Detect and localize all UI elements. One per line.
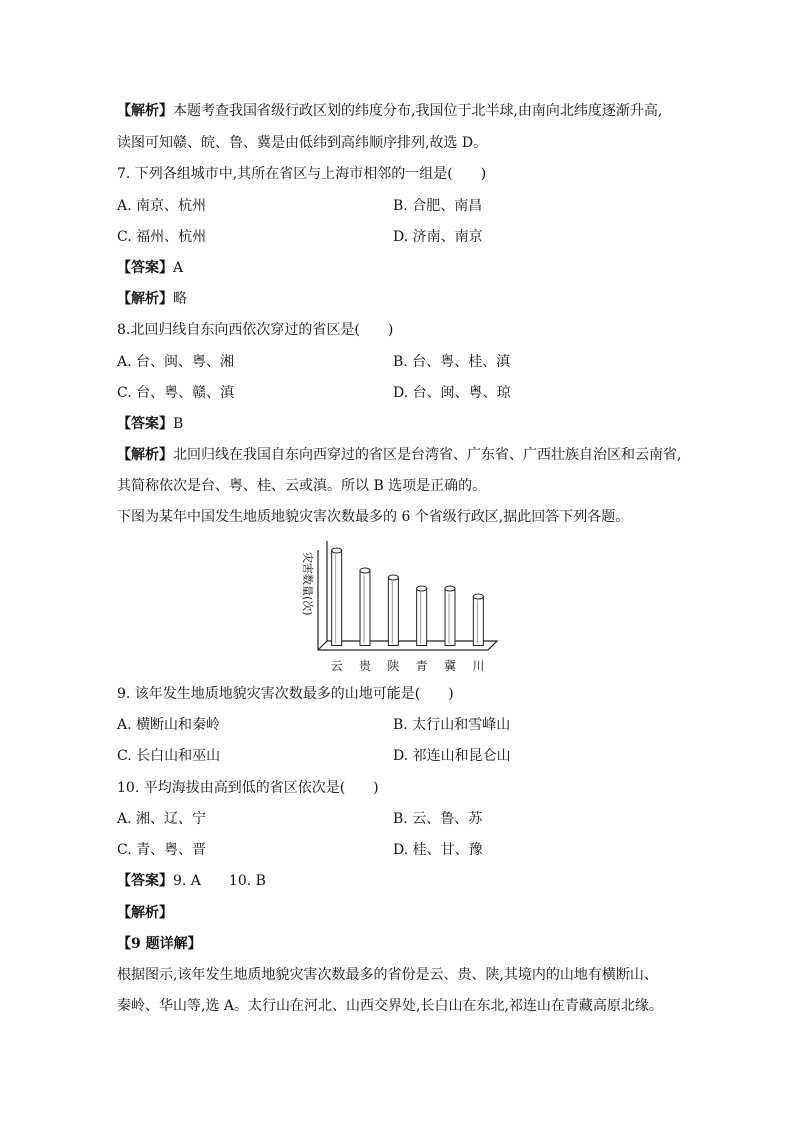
x-tick-label: 贵 (358, 659, 372, 673)
q8-analysis-line1 (117, 445, 681, 465)
question-8: 8.北回归线自东向西依次穿过的省区是( ) (117, 322, 394, 338)
question-10: 10. 平均海拔由高到低的省区依次是( ) (117, 780, 379, 796)
q8-analysis-line2: 其简称依次是台、粤、桂、云或滇。所以 B 选项是正确的。 (117, 478, 487, 494)
bar-top-5 (473, 594, 483, 599)
q7-option-b: B. 合肥、南昌 (393, 198, 483, 214)
axis-corner (318, 641, 327, 650)
q7-answer (117, 258, 183, 278)
y-axis-label: 灾害数量(次) (301, 552, 314, 616)
q7-option-a: A. 南京、杭州 (117, 198, 207, 214)
answer-text: B (173, 416, 184, 432)
q8-option-c: C. 台、粤、赣、滇 (117, 385, 235, 401)
answer-text: A (173, 260, 184, 276)
tag-answer: 【答案】 (117, 416, 173, 432)
bar-0 (332, 551, 342, 646)
q9-option-a: A. 横断山和秦岭 (117, 717, 221, 733)
bar-5 (473, 597, 483, 646)
q10-option-b: B. 云、鲁、苏 (393, 811, 483, 827)
q9-detail-tag (117, 934, 202, 954)
q8-answer (117, 414, 183, 434)
axis-frame (318, 541, 497, 650)
answer-text: 9. A 10. B (173, 873, 266, 889)
tag-analysis: 【解析】 (117, 103, 173, 119)
analysis-text: 本题考查我国省级行政区划的纬度分布,我国位于北半球,由南向北纬度逐渐升高, (173, 103, 663, 119)
bar-top-2 (388, 575, 398, 580)
q8-option-d: D. 台、闽、粤、琼 (393, 385, 511, 401)
q9-10-answer (117, 871, 266, 891)
tag-analysis: 【解析】 (117, 447, 173, 463)
q7-option-c: C. 福州、杭州 (117, 229, 207, 245)
analysis-6-line1 (117, 101, 662, 121)
tag-analysis: 【解析】 (117, 905, 173, 921)
tag-detail: 【9 题详解】 (117, 936, 202, 952)
bar-2 (388, 578, 398, 646)
q7-analysis (117, 289, 187, 309)
q9-option-d: D. 祁连山和昆仑山 (393, 748, 511, 764)
bar-top-3 (417, 586, 427, 591)
bar-3 (417, 589, 427, 646)
q10-option-a: A. 湘、辽、宁 (117, 811, 207, 827)
chart-intro: 下图为某年中国发生地质地貌灾害次数最多的 6 个省级行政区,据此回答下列各题。 (117, 509, 630, 525)
q9-detail-line1: 根据图示,该年发生地质地貌灾害次数最多的省份是云、贵、陕,其境内的山地有横断山、 (117, 967, 658, 983)
bar-1 (360, 571, 370, 646)
analysis-text: 北回归线在我国自东向西穿过的省区是台湾省、广东省、广西壮族自治区和云南省, (173, 447, 682, 463)
q9-detail-line2: 秦岭、华山等,选 A。太行山在河北、山西交界处,长白山在东北,祁连山在青藏高原北缘。 (117, 998, 663, 1014)
bar-top-0 (332, 548, 342, 553)
q8-option-a: A. 台、闽、粤、湘 (117, 354, 235, 370)
question-7: 7. 下列各组城市中,其所在省区与上海市相邻的一组是( ) (117, 166, 487, 182)
tag-answer: 【答案】 (117, 260, 173, 276)
x-tick-label: 青 (415, 659, 428, 673)
q10-option-c: C. 青、粤、晋 (117, 842, 207, 858)
bar-top-4 (445, 586, 455, 591)
x-tick-label: 云 (330, 659, 343, 673)
analysis-6-line2: 读图可知赣、皖、鲁、冀是由低纬到高纬顺序排列,故选 D。 (117, 135, 488, 151)
q8-option-b: B. 台、粤、桂、滇 (393, 354, 511, 370)
q9-10-analysis-tag (117, 903, 173, 923)
x-tick-label: 冀 (443, 659, 457, 673)
q9-option-c: C. 长白山和巫山 (117, 748, 221, 764)
tag-answer: 【答案】 (117, 873, 173, 889)
x-tick-label: 川 (472, 659, 485, 673)
question-9: 9. 该年发生地质地貌灾害次数最多的山地可能是( ) (117, 686, 454, 702)
q9-option-b: B. 太行山和雪峰山 (393, 717, 511, 733)
analysis-text: 略 (173, 291, 187, 307)
x-tick-label: 陕 (387, 659, 400, 673)
q10-option-d: D. 桂、甘、豫 (393, 842, 483, 858)
disaster-bar-chart (290, 538, 500, 678)
bar-4 (445, 589, 455, 646)
tag-analysis: 【解析】 (117, 291, 173, 307)
bar-top-1 (360, 568, 370, 573)
q7-option-d: D. 济南、南京 (393, 229, 483, 245)
